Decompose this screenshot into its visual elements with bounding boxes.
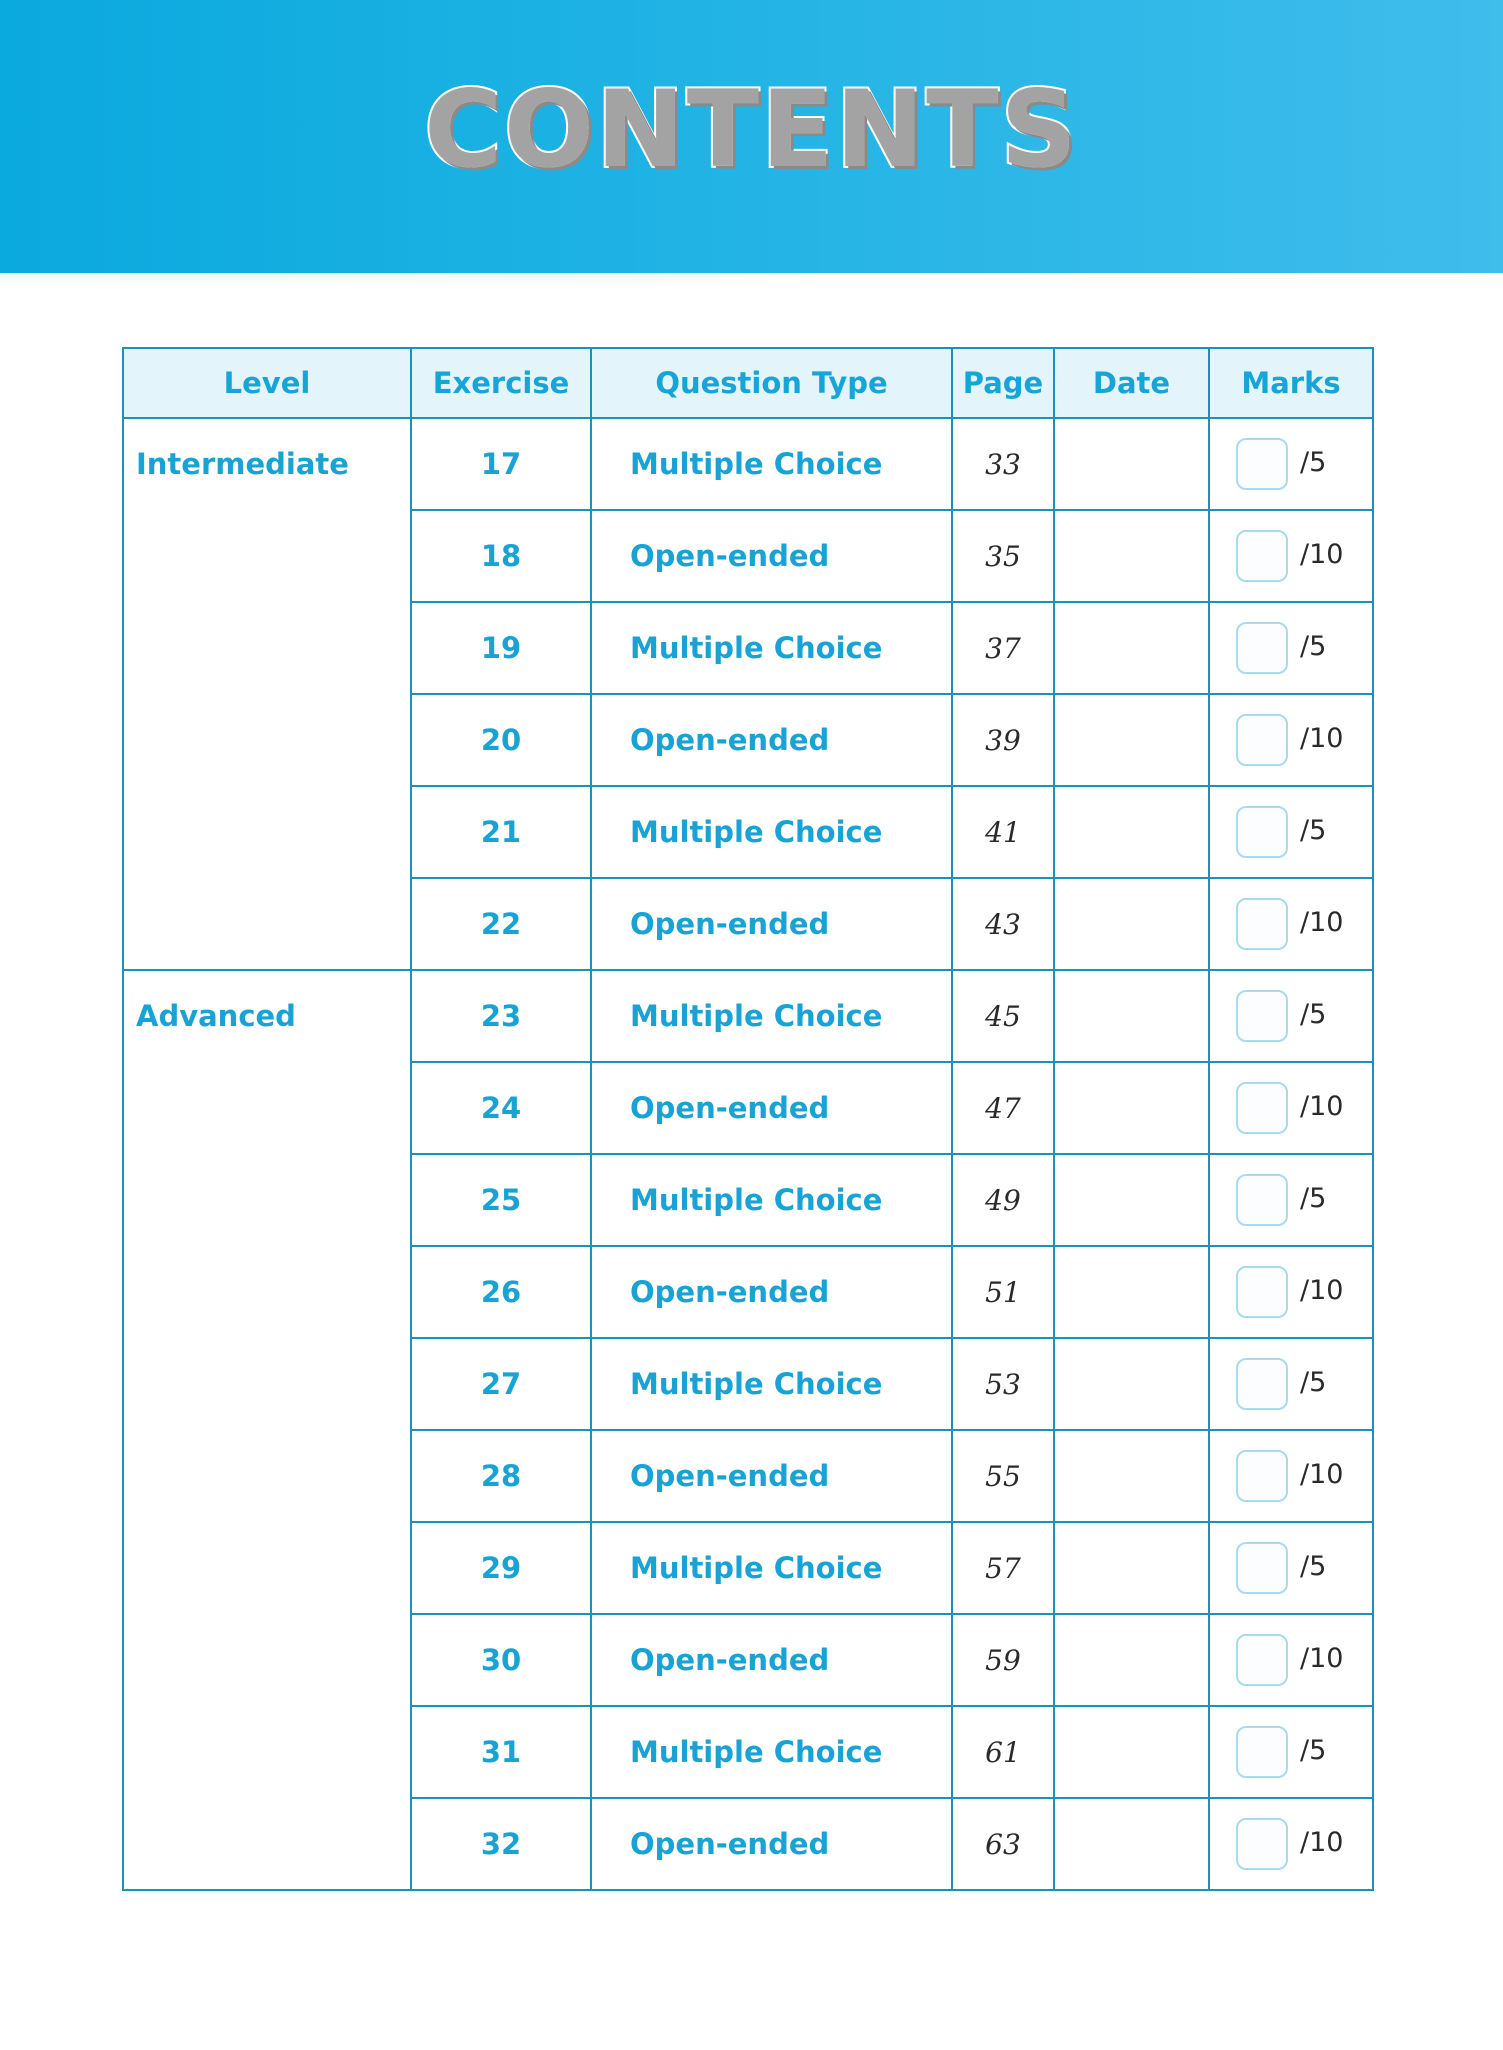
exercise-number: 28	[411, 1430, 591, 1522]
marks-total: /10	[1300, 1459, 1344, 1490]
exercise-number: 25	[411, 1154, 591, 1246]
question-type: Multiple Choice	[591, 1154, 952, 1246]
page-number: 47	[952, 1062, 1054, 1154]
marks-total: /5	[1300, 631, 1327, 662]
marks-cell	[1209, 1706, 1373, 1798]
column-header-date: Date	[1054, 348, 1209, 418]
page-number: 35	[952, 510, 1054, 602]
marks-total: /10	[1300, 539, 1344, 570]
page-number: 37	[952, 602, 1054, 694]
page-number: 57	[952, 1522, 1054, 1614]
date-cell[interactable]	[1054, 1706, 1209, 1798]
exercise-number: 29	[411, 1522, 591, 1614]
question-type: Open-ended	[591, 1246, 952, 1338]
marks-cell	[1209, 1338, 1373, 1430]
marks-cell	[1209, 602, 1373, 694]
marks-score-box[interactable]	[1236, 622, 1288, 674]
exercise-number: 19	[411, 602, 591, 694]
question-type: Multiple Choice	[591, 1706, 952, 1798]
marks-score-box[interactable]	[1236, 1634, 1288, 1686]
marks-score-box[interactable]	[1236, 1266, 1288, 1318]
date-cell[interactable]	[1054, 878, 1209, 970]
exercise-number: 18	[411, 510, 591, 602]
marks-score-box[interactable]	[1236, 1726, 1288, 1778]
question-type: Open-ended	[591, 694, 952, 786]
marks-score-box[interactable]	[1236, 1174, 1288, 1226]
marks-total: /10	[1300, 907, 1344, 938]
marks-total: /10	[1300, 723, 1344, 754]
marks-cell	[1209, 1522, 1373, 1614]
page-number: 39	[952, 694, 1054, 786]
date-cell[interactable]	[1054, 694, 1209, 786]
marks-score-box[interactable]	[1236, 438, 1288, 490]
marks-cell	[1209, 1154, 1373, 1246]
level-cell: Advanced	[123, 970, 411, 1890]
exercise-number: 22	[411, 878, 591, 970]
marks-cell	[1209, 418, 1373, 510]
question-type: Multiple Choice	[591, 418, 952, 510]
question-type: Multiple Choice	[591, 1338, 952, 1430]
column-header-question-type: Question Type	[591, 348, 952, 418]
question-type: Open-ended	[591, 1614, 952, 1706]
marks-cell	[1209, 694, 1373, 786]
marks-score-box[interactable]	[1236, 990, 1288, 1042]
date-cell[interactable]	[1054, 786, 1209, 878]
exercise-number: 26	[411, 1246, 591, 1338]
page-number: 45	[952, 970, 1054, 1062]
marks-score-box[interactable]	[1236, 1358, 1288, 1410]
page-number: 59	[952, 1614, 1054, 1706]
marks-total: /5	[1300, 1183, 1327, 1214]
marks-total: /5	[1300, 815, 1327, 846]
marks-score-box[interactable]	[1236, 1542, 1288, 1594]
question-type: Open-ended	[591, 878, 952, 970]
marks-score-box[interactable]	[1236, 530, 1288, 582]
exercise-number: 30	[411, 1614, 591, 1706]
contents-table	[122, 347, 1374, 1891]
table-header-row	[123, 348, 1373, 418]
marks-total: /5	[1300, 1735, 1327, 1766]
page-number: 43	[952, 878, 1054, 970]
exercise-number: 31	[411, 1706, 591, 1798]
marks-score-box[interactable]	[1236, 714, 1288, 766]
marks-total: /10	[1300, 1643, 1344, 1674]
page-number: 33	[952, 418, 1054, 510]
question-type: Multiple Choice	[591, 602, 952, 694]
page-number: 51	[952, 1246, 1054, 1338]
marks-total: /5	[1300, 447, 1327, 478]
date-cell[interactable]	[1054, 1062, 1209, 1154]
question-type: Open-ended	[591, 1062, 952, 1154]
date-cell[interactable]	[1054, 970, 1209, 1062]
date-cell[interactable]	[1054, 1154, 1209, 1246]
question-type: Multiple Choice	[591, 786, 952, 878]
page-number: 55	[952, 1430, 1054, 1522]
marks-score-box[interactable]	[1236, 898, 1288, 950]
marks-cell	[1209, 970, 1373, 1062]
page-title: CONTENTS	[424, 68, 1079, 191]
page-number: 41	[952, 786, 1054, 878]
column-header-marks: Marks	[1209, 348, 1373, 418]
marks-total: /5	[1300, 999, 1327, 1030]
page-number: 49	[952, 1154, 1054, 1246]
banner-shadow-strip	[0, 273, 720, 287]
date-cell[interactable]	[1054, 418, 1209, 510]
marks-cell	[1209, 786, 1373, 878]
marks-cell	[1209, 1246, 1373, 1338]
marks-cell	[1209, 1062, 1373, 1154]
marks-cell	[1209, 1798, 1373, 1890]
date-cell[interactable]	[1054, 1430, 1209, 1522]
marks-score-box[interactable]	[1236, 1450, 1288, 1502]
marks-cell	[1209, 1430, 1373, 1522]
date-cell[interactable]	[1054, 602, 1209, 694]
level-cell: Intermediate	[123, 418, 411, 970]
marks-cell	[1209, 878, 1373, 970]
marks-score-box[interactable]	[1236, 806, 1288, 858]
exercise-number: 17	[411, 418, 591, 510]
marks-score-box[interactable]	[1236, 1082, 1288, 1134]
marks-total: /5	[1300, 1367, 1327, 1398]
exercise-number: 20	[411, 694, 591, 786]
page-number: 61	[952, 1706, 1054, 1798]
marks-score-box[interactable]	[1236, 1818, 1288, 1870]
exercise-number: 23	[411, 970, 591, 1062]
question-type: Multiple Choice	[591, 970, 952, 1062]
marks-total: /10	[1300, 1091, 1344, 1122]
exercise-number: 24	[411, 1062, 591, 1154]
date-cell[interactable]	[1054, 1246, 1209, 1338]
exercise-number: 32	[411, 1798, 591, 1890]
column-header-page: Page	[952, 348, 1054, 418]
table-row	[123, 418, 1373, 510]
date-cell[interactable]	[1054, 1522, 1209, 1614]
exercise-number: 27	[411, 1338, 591, 1430]
question-type: Multiple Choice	[591, 1522, 952, 1614]
date-cell[interactable]	[1054, 1614, 1209, 1706]
column-header-level: Level	[123, 348, 411, 418]
date-cell[interactable]	[1054, 510, 1209, 602]
marks-cell	[1209, 510, 1373, 602]
question-type: Open-ended	[591, 1430, 952, 1522]
marks-total: /10	[1300, 1275, 1344, 1306]
question-type: Open-ended	[591, 510, 952, 602]
table-body	[123, 418, 1373, 1890]
exercise-number: 21	[411, 786, 591, 878]
marks-total: /5	[1300, 1551, 1327, 1582]
page-number: 53	[952, 1338, 1054, 1430]
date-cell[interactable]	[1054, 1338, 1209, 1430]
page-number: 63	[952, 1798, 1054, 1890]
date-cell[interactable]	[1054, 1798, 1209, 1890]
marks-total: /10	[1300, 1827, 1344, 1858]
question-type: Open-ended	[591, 1798, 952, 1890]
column-header-exercise: Exercise	[411, 348, 591, 418]
marks-cell	[1209, 1614, 1373, 1706]
table-row	[123, 970, 1373, 1062]
